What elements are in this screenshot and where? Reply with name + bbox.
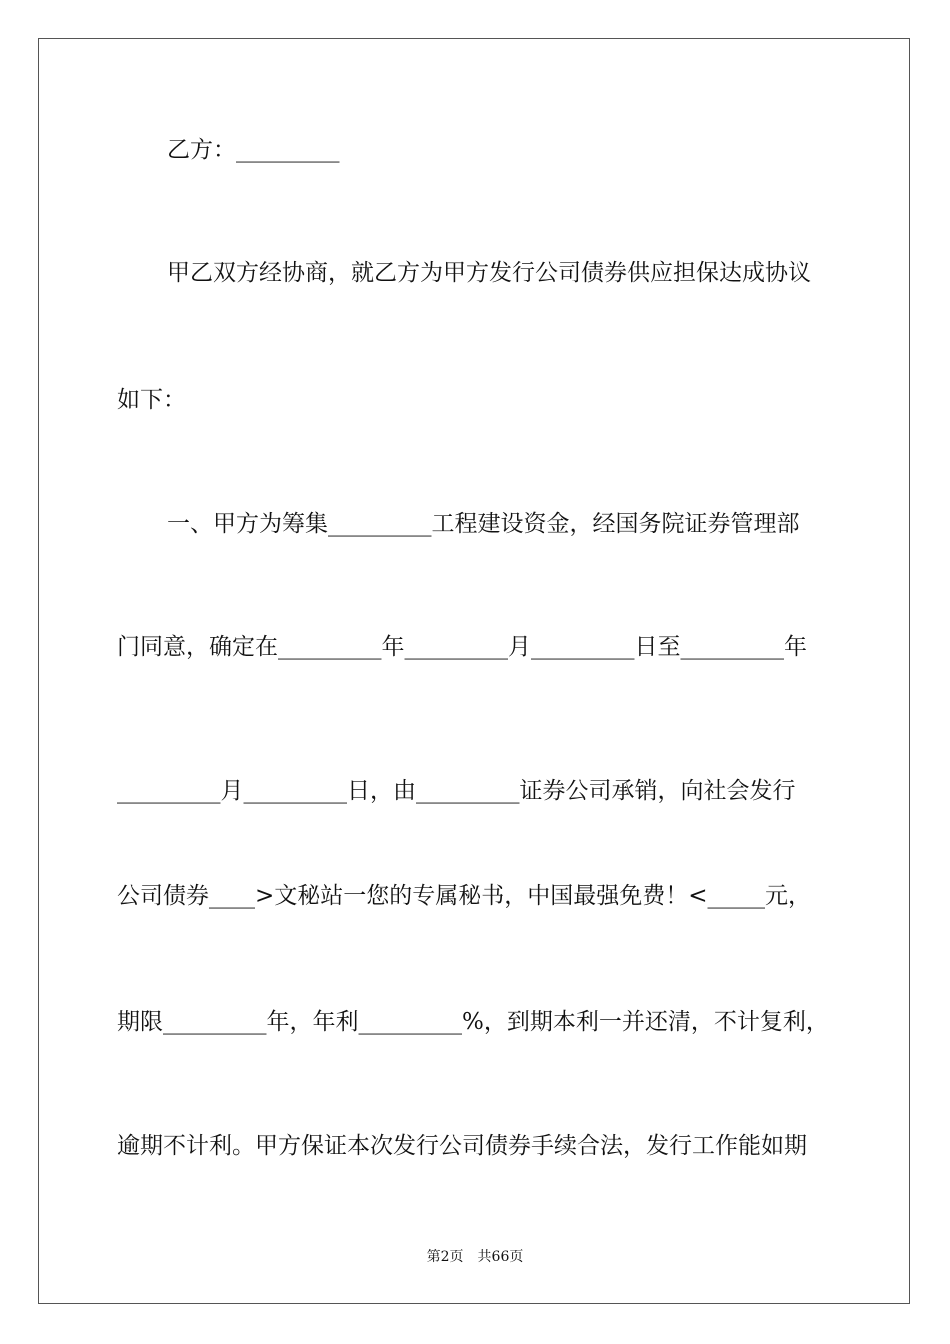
party-b-line: 乙方：_________ bbox=[167, 137, 340, 163]
intro-paragraph-line-1: 甲乙双方经协商，就乙方为甲方发行公司债券供应担保达成协议 bbox=[167, 260, 811, 286]
clause-one-line-2: 门同意，确定在_________年_________月_________日至_________年 bbox=[117, 634, 807, 660]
page-border bbox=[38, 38, 910, 1304]
page-footer bbox=[0, 1247, 950, 1267]
clause-one-line-1: 一、甲方为筹集_________工程建设资金，经国务院证券管理部 bbox=[167, 511, 800, 537]
page-number: 第2页 bbox=[426, 1249, 464, 1265]
clause-one-line-4: 公司债券____>文秘站一您的专属秘书，中国最强免费！<_____元， bbox=[117, 883, 812, 909]
clause-one-line-3: _________月_________日，由_________证券公司承销，向社会发行 bbox=[117, 778, 796, 804]
page-total: 共66页 bbox=[477, 1249, 524, 1265]
clause-one-line-5: 期限_________年，年利_________%，到期本利一并还清，不计复利， bbox=[117, 1009, 829, 1035]
intro-paragraph-line-2: 如下： bbox=[117, 387, 186, 413]
clause-one-line-6: 逾期不计利。甲方保证本次发行公司债券手续合法，发行工作能如期 bbox=[117, 1133, 807, 1159]
